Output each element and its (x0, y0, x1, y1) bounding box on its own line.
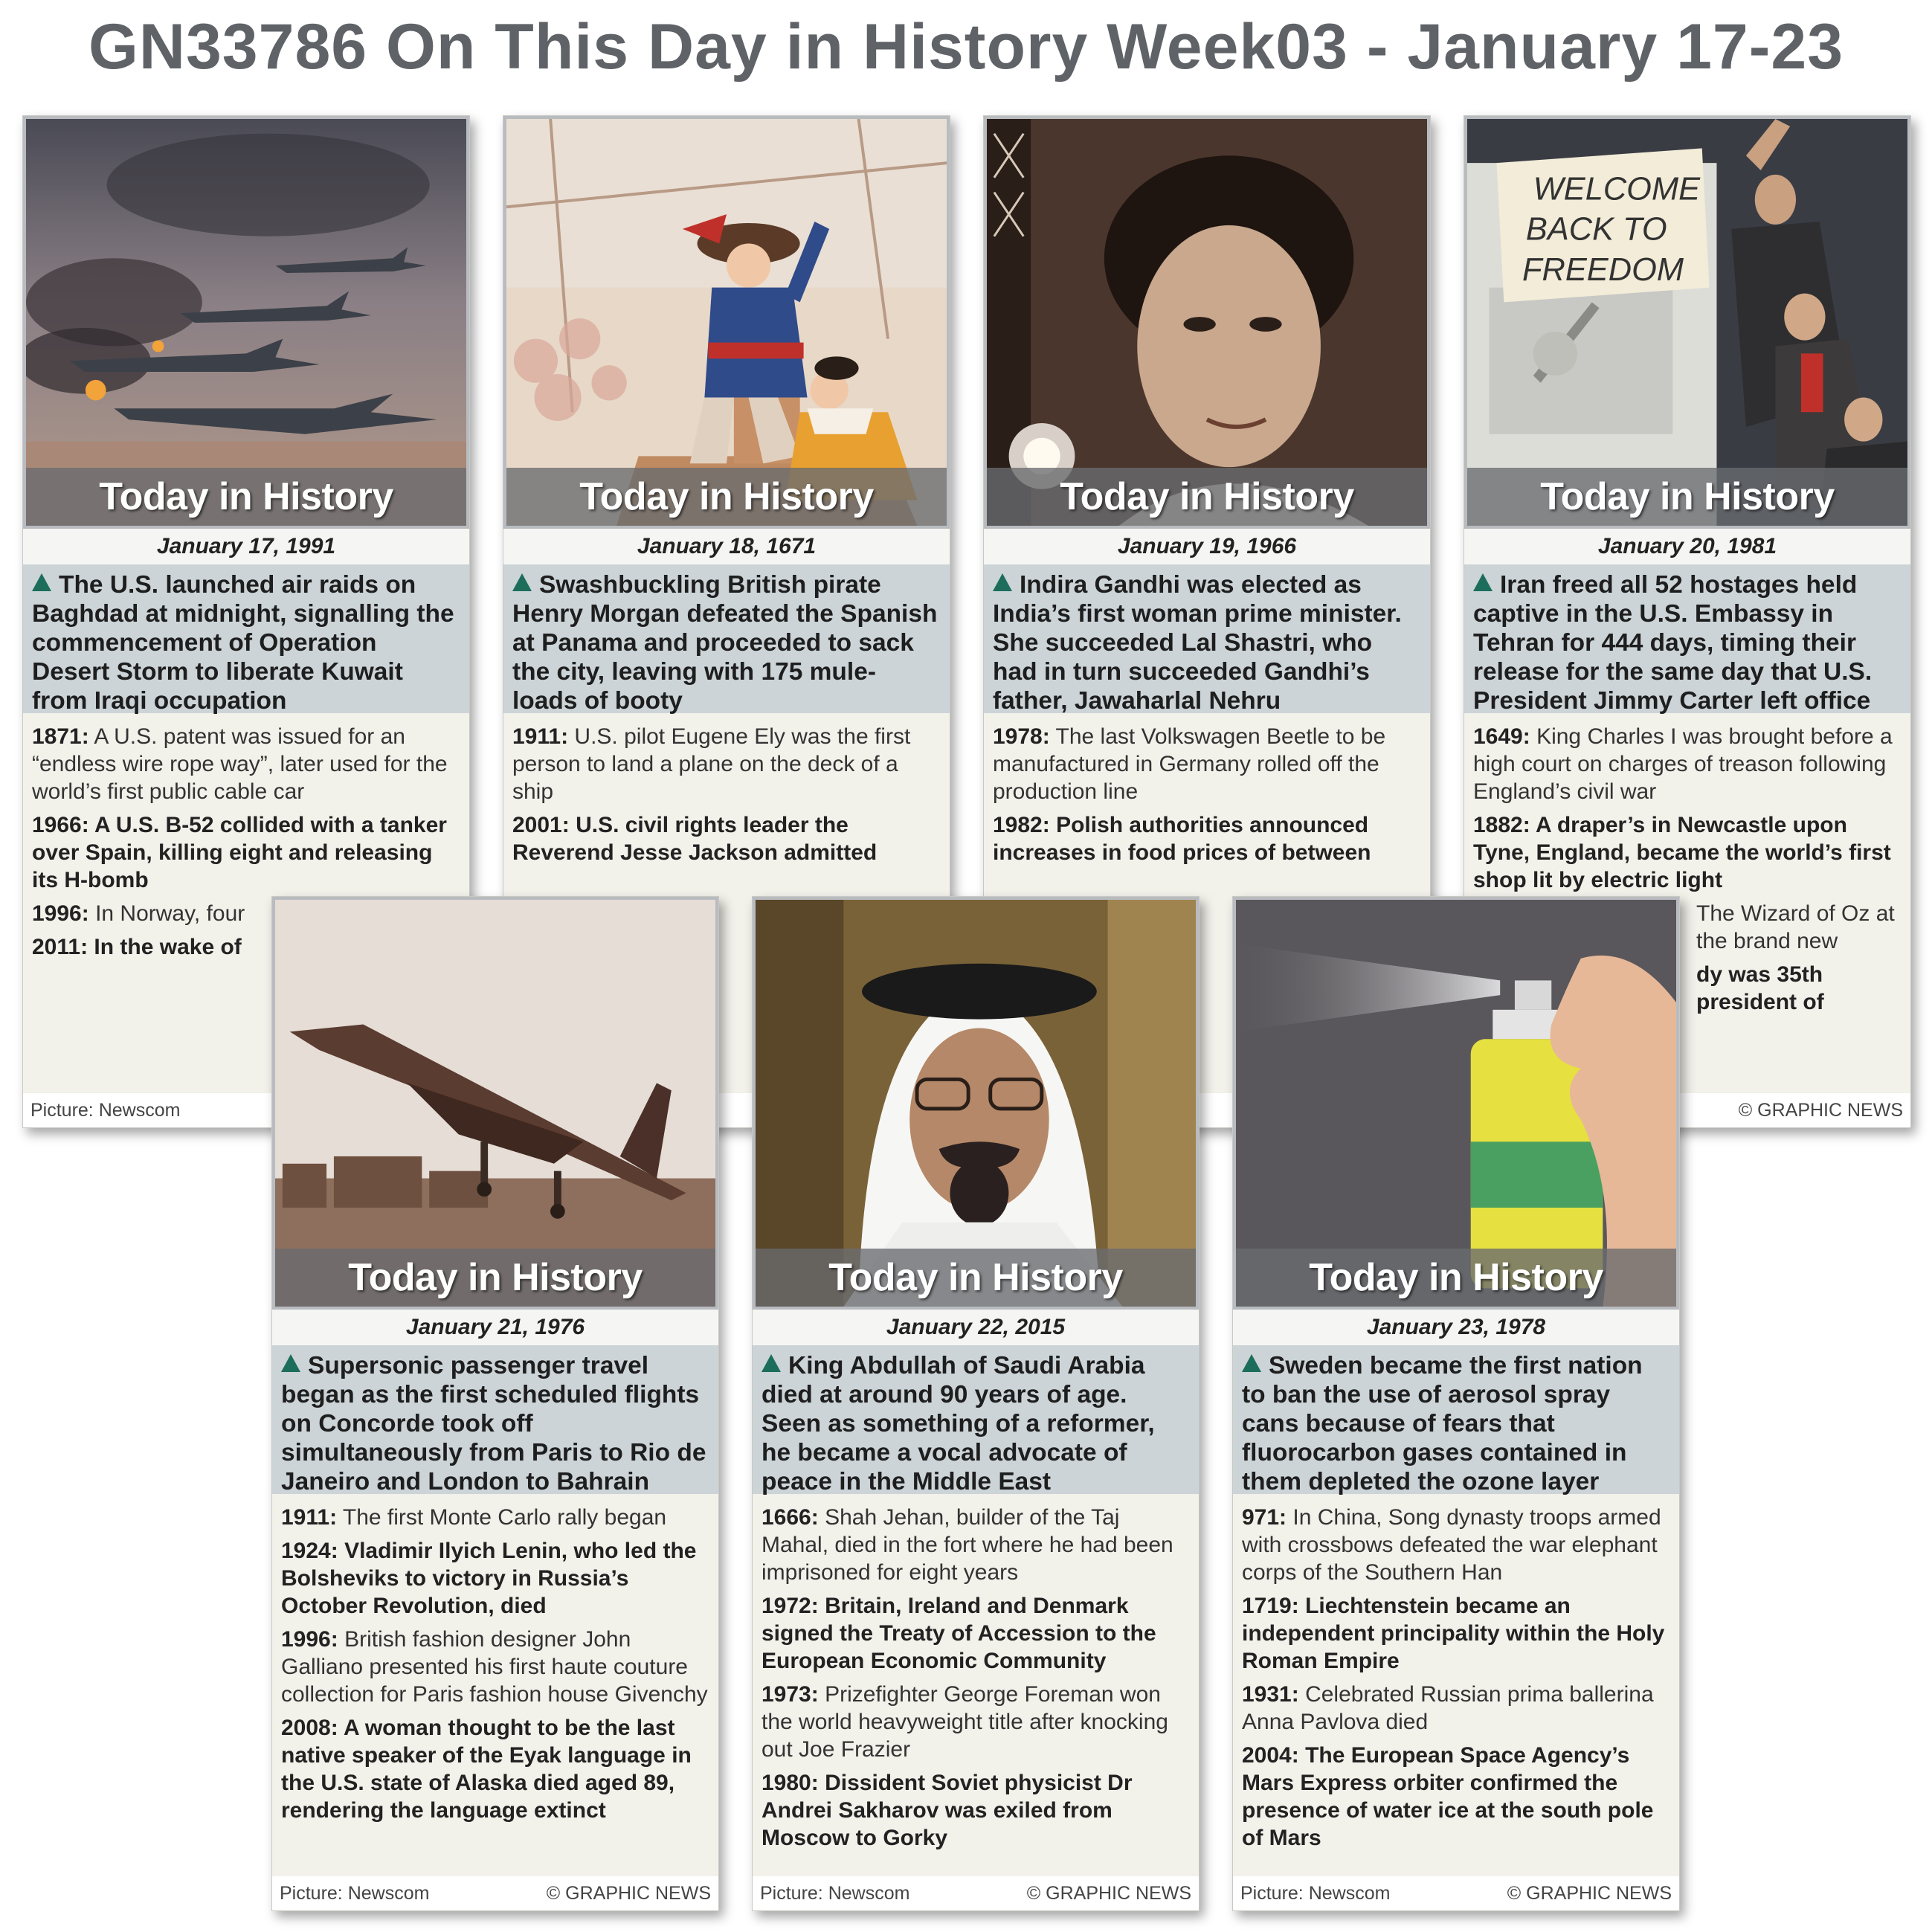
event-item: 1882: A draper’s in Newcastle upon Tyne, England, became the world’s first shop lit by electric light (1473, 813, 1891, 892)
hostages-photo (1464, 116, 1910, 529)
card-headline: Supersonic passenger travel began as the first scheduled flights on Concorde took off simultaneously from Paris to Rio de Janeiro and London to Bahrain (272, 1345, 718, 1494)
sign-line: BACK TO (1525, 211, 1667, 248)
card-date: January 20, 1981 (1464, 529, 1910, 564)
picture-credit: Picture: Newscom (280, 1883, 430, 1904)
copyright: © GRAPHIC NEWS (1738, 1100, 1903, 1121)
king-portrait-photo (753, 897, 1199, 1310)
triangle-icon (1242, 1354, 1261, 1372)
today-in-history-banner: Today in History (275, 1249, 715, 1307)
card-date: January 21, 1976 (272, 1310, 718, 1345)
event-item: 2001: U.S. civil rights leader the Reverend Jesse Jackson admitted (512, 813, 878, 865)
card-headline: Swashbuckling British pirate Henry Morgan defeated the Spanish at Panama and proceeded to sack the city, leaving with 175 mule-loads of booty (503, 564, 950, 713)
event-item: 1871: A U.S. patent was issued for an “endless wire rope way”, later used for the world’s first public cable car (32, 724, 448, 804)
triangle-icon (993, 573, 1012, 591)
triangle-icon (761, 1354, 781, 1372)
aerosol-spray-photo (1233, 897, 1679, 1310)
event-item: 1931: Celebrated Russian prima ballerina Anna Pavlova died (1242, 1682, 1654, 1734)
today-in-history-banner: Today in History (1467, 468, 1907, 526)
history-card-jan23 (1232, 896, 1680, 1911)
event-item: 1973: Prizefighter George Foreman won the world heavyweight title after knocking out Joe Frazier (761, 1682, 1168, 1762)
today-in-history-banner: Today in History (506, 468, 947, 526)
picture-credit: Picture: Newscom (760, 1883, 910, 1904)
history-card-jan22 (752, 896, 1200, 1911)
copyright: © GRAPHIC NEWS (1026, 1883, 1191, 1904)
event-item: 1649: King Charles I was brought before a high court on charges of treason following England’s civil war (1473, 724, 1893, 804)
event-item: 1980: Dissident Soviet physicist Dr Andrei Sakharov was exiled from Moscow to Gorky (761, 1771, 1133, 1850)
event-item: 1924: Vladimir Ilyich Lenin, who led the Bolsheviks to victory in Russia’s October Revolution, died (281, 1539, 697, 1618)
event-item: 1982: Polish authorities announced increases in food prices of between (993, 813, 1371, 865)
card-footer (1233, 1876, 1679, 1910)
today-in-history-banner: Today in History (987, 468, 1427, 526)
card-date: January 22, 2015 (753, 1310, 1199, 1345)
fighter-jets-photo (23, 116, 469, 529)
card-headline: Indira Gandhi was elected as India’s first woman prime minister. She succeeded Lal Shastri, who had in turn succeeded Gandhi’s father, Jawaharlal Nehru (984, 564, 1430, 713)
today-in-history-banner: Today in History (26, 468, 466, 526)
event-list (1233, 1499, 1679, 1862)
picture-credit: Picture: Newscom (1240, 1883, 1391, 1904)
card-footer (272, 1876, 718, 1910)
copyright: © GRAPHIC NEWS (1507, 1883, 1672, 1904)
event-item: 1966: A U.S. B-52 collided with a tanker over Spain, killing eight and releasing its H-bomb (32, 813, 447, 892)
card-headline: Iran freed all 52 hostages held captive in the U.S. Embassy in Tehran for 444 days, timing their release for the same day that U.S. President Jimmy Carter left office (1464, 564, 1910, 713)
event-item: 2008: A woman thought to be the last native speaker of the Eyak language in the U.S. state of Alaska died aged 89, rendering the language extinct (281, 1716, 692, 1823)
card-headline: King Abdullah of Saudi Arabia died at around 90 years of age. Seen as something of a reformer, he became a vocal advocate of peace in the Middle East (753, 1345, 1199, 1494)
card-date: January 19, 1966 (984, 529, 1430, 564)
picture-credit: Picture: Newscom (30, 1100, 181, 1121)
event-item: dy was 35th president of (1696, 962, 1824, 1014)
card-footer (753, 1876, 1199, 1910)
card-headline: The U.S. launched air raids on Baghdad at midnight, signalling the commencement of Operation Desert Storm to liberate Kuwait from Iraqi occupation (23, 564, 469, 713)
event-item: 1719: Liechtenstein became an independent principality within the Holy Roman Empire (1242, 1594, 1665, 1673)
triangle-icon (512, 573, 532, 591)
today-in-history-banner: Today in History (1236, 1249, 1676, 1307)
sign-line: WELCOME (1533, 171, 1701, 207)
sign-line: FREEDOM (1522, 251, 1684, 288)
event-list (272, 1499, 718, 1835)
event-list (503, 718, 950, 877)
event-item: The Wizard of Oz at the brand new (1696, 901, 1895, 953)
pirate-illustration (503, 116, 950, 529)
card-date: January 23, 1978 (1233, 1310, 1679, 1345)
event-item: 2004: The European Space Agency’s Mars Express orbiter confirmed the presence of water ice at the south pole of Mars (1242, 1743, 1654, 1850)
history-card-jan21 (271, 896, 719, 1911)
triangle-icon (32, 573, 51, 591)
card-date: January 18, 1671 (503, 529, 950, 564)
event-item: 1978: The last Volkswagen Beetle to be manufactured in Germany rolled off the production line (993, 724, 1386, 804)
event-item: 1666: Shah Jehan, builder of the Taj Mahal, died in the fort where he had been imprisoned for eight years (761, 1505, 1173, 1585)
event-item: 1996: In Norway, four (32, 901, 245, 926)
event-item: 1996: British fashion designer John Galliano presented his first haute couture collection for Paris fashion house Givenchy (281, 1627, 708, 1707)
event-list (753, 1499, 1199, 1862)
card-headline: Sweden became the first nation to ban the use of aerosol spray cans because of fears that fluorocarbon gases contained in them depleted the ozone layer (1233, 1345, 1679, 1494)
triangle-icon (281, 1354, 300, 1372)
event-item: 2011: In the wake of (32, 935, 242, 959)
page-title: GN33786 On This Day in History Week03 - January 17-23 (88, 11, 1844, 83)
copyright: © GRAPHIC NEWS (546, 1883, 711, 1904)
event-item: 1911: The first Monte Carlo rally began (281, 1505, 667, 1530)
today-in-history-banner: Today in History (756, 1249, 1196, 1307)
event-item: 1911: U.S. pilot Eugene Ely was the first person to land a plane on the deck of a ship (512, 724, 911, 804)
card-date: January 17, 1991 (23, 529, 469, 564)
event-list (984, 718, 1430, 877)
event-item: 1972: Britain, Ireland and Denmark signed the Treaty of Accession to the European Economic Community (761, 1594, 1156, 1673)
portrait-photo (984, 116, 1430, 529)
concorde-photo (272, 897, 718, 1310)
triangle-icon (1473, 573, 1493, 591)
event-item: 971: In China, Song dynasty troops armed with crossbows defeated the war elephant corps of the Southern Han (1242, 1505, 1661, 1585)
